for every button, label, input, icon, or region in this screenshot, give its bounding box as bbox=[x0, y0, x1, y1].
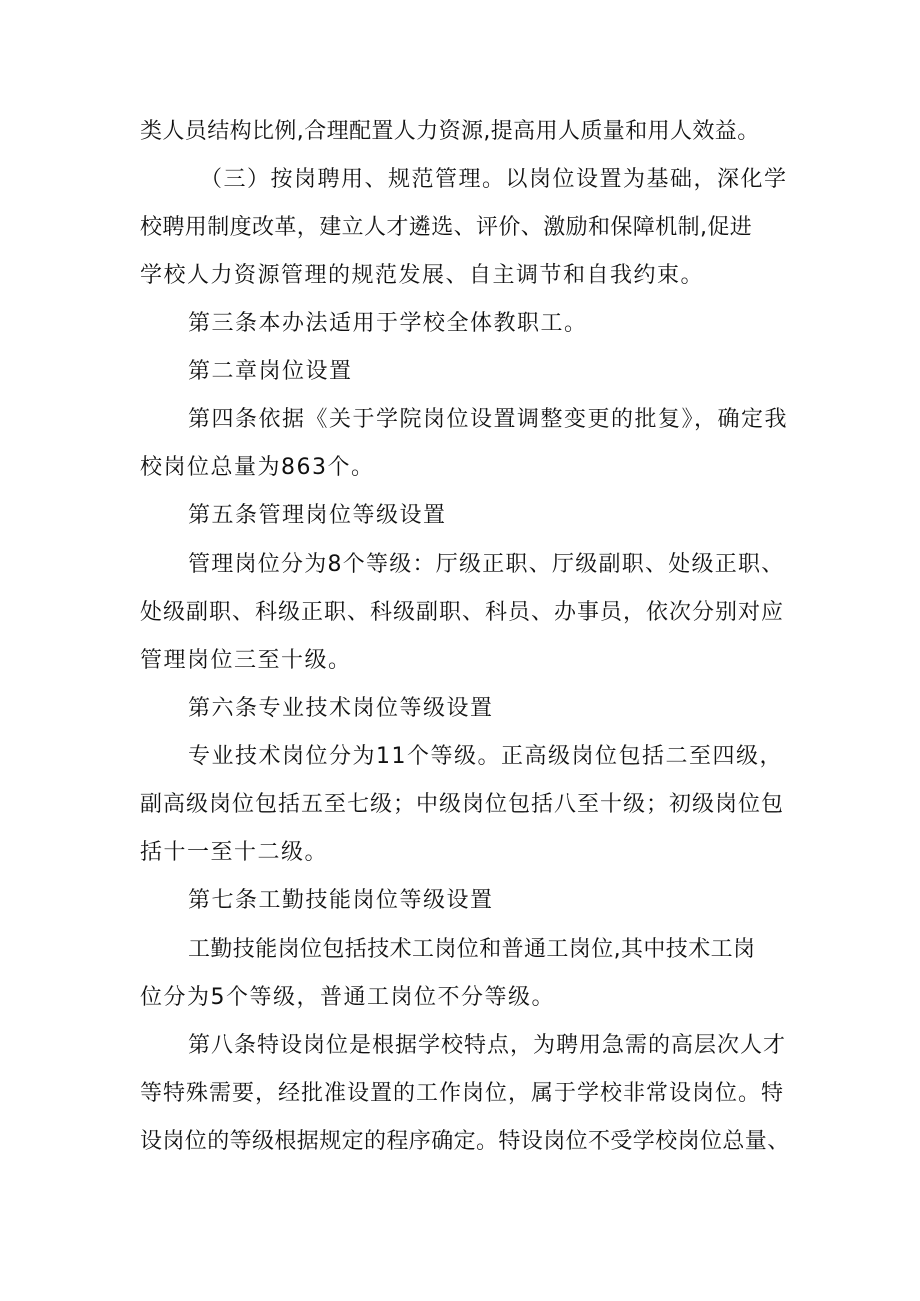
text-line: 管理岗位分为8个等级：厅级正职、厅级副职、处级正职、 bbox=[188, 552, 785, 577]
section-heading: 第六条专业技术岗位等级设置 bbox=[188, 696, 494, 721]
text-line: 校聘用制度改革，建立人才遴选、评价、激励和保障机制,促进 bbox=[140, 215, 753, 240]
text-line: 第三条本办法适用于学校全体教职工。 bbox=[188, 311, 588, 336]
text-line: 副高级岗位包括五至七级；中级岗位包括八至十级；初级岗位包 bbox=[140, 792, 785, 817]
text-line: 处级副职、科级正职、科级副职、科员、办事员，依次分别对应 bbox=[140, 600, 785, 625]
text-line: 工勤技能岗位包括技术工岗位和普通工岗位,其中技术工岗 bbox=[188, 937, 756, 962]
text-line: 等特殊需要，经批准设置的工作岗位，属于学校非常设岗位。特 bbox=[140, 1081, 785, 1106]
text-line: 专业技术岗位分为11个等级。正高级岗位包括二至四级， bbox=[188, 744, 783, 769]
text-line: 设岗位的等级根据规定的程序确定。特设岗位不受学校岗位总量、 bbox=[140, 1129, 790, 1154]
text-line: 位分为5个等级，普通工岗位不分等级。 bbox=[140, 985, 555, 1010]
section-heading: 第七条工勤技能岗位等级设置 bbox=[188, 888, 494, 913]
text-line: 括十一至十二级。 bbox=[140, 840, 329, 865]
text-line: （三）按岗聘用、规范管理。以岗位设置为基础，深化学 bbox=[200, 167, 788, 192]
text-line: 学校人力资源管理的规范发展、自主调节和自我约束。 bbox=[140, 263, 705, 288]
chapter-heading: 第二章岗位设置 bbox=[188, 359, 353, 384]
text-line: 校岗位总量为863个。 bbox=[140, 455, 375, 480]
text-line: 管理岗位三至十级。 bbox=[140, 648, 352, 673]
text-line: 类人员结构比例,合理配置人力资源,提高用人质量和用人效益。 bbox=[140, 119, 760, 144]
text-line: 第八条特设岗位是根据学校特点，为聘用急需的高层次人才 bbox=[188, 1033, 787, 1058]
text-line: 第四条依据《关于学院岗位设置调整变更的批复》，确定我 bbox=[188, 407, 789, 432]
section-heading: 第五条管理岗位等级设置 bbox=[188, 503, 447, 528]
